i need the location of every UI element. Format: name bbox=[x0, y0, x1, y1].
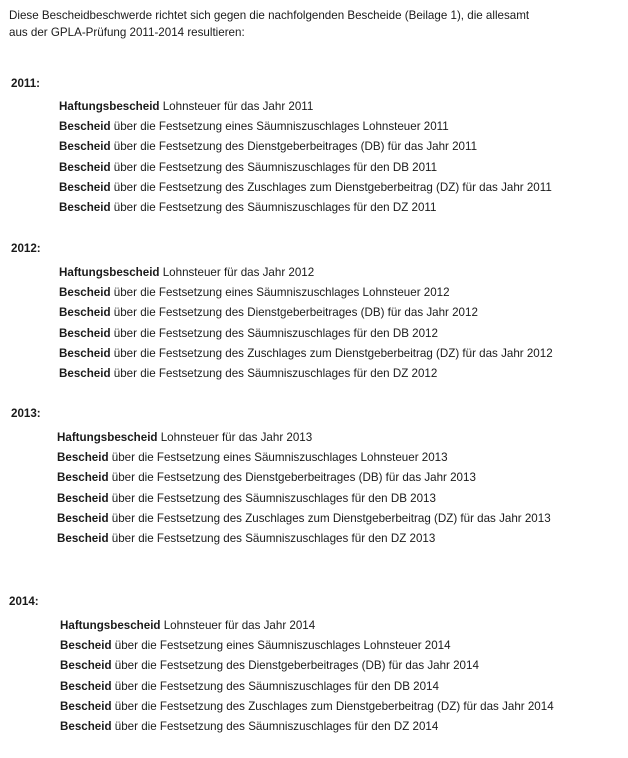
decision-text: über die Festsetzung des Säumniszuschlages für den DZ 2014 bbox=[111, 719, 439, 733]
year-section-2012 bbox=[11, 240, 621, 384]
decision-text: über die Festsetzung des Säumniszuschlages für den DB 2013 bbox=[108, 491, 436, 505]
year-heading: 2011: bbox=[11, 77, 41, 90]
decision-item bbox=[60, 717, 619, 737]
decision-lead: Bescheid bbox=[60, 639, 112, 653]
decision-list bbox=[60, 616, 619, 737]
decision-text: über die Festsetzung des Säumniszuschlages für den DZ 2012 bbox=[110, 366, 438, 380]
decision-item bbox=[59, 158, 621, 178]
decision-text: über die Festsetzung des Säumniszuschlages für den DZ 2011 bbox=[110, 200, 437, 214]
intro-paragraph bbox=[9, 7, 619, 41]
decision-lead: Bescheid bbox=[57, 451, 109, 465]
decision-item bbox=[60, 616, 619, 636]
decision-lead: Haftungsbescheid bbox=[60, 619, 161, 632]
decision-lead: Bescheid bbox=[59, 366, 111, 380]
decision-item bbox=[57, 468, 621, 488]
intro-line: Diese Bescheidbeschwerde richtet sich gegen die nachfolgenden Bescheide (Beilage 1), die allesamt bbox=[9, 9, 530, 22]
decision-item bbox=[59, 324, 621, 344]
decision-lead: Bescheid bbox=[60, 659, 112, 673]
decision-lead: Bescheid bbox=[59, 326, 111, 340]
decision-lead: Bescheid bbox=[59, 140, 111, 154]
decision-lead: Haftungsbescheid bbox=[57, 431, 158, 444]
decision-text: über die Festsetzung des Dienstgeberbeitrages (DB) für das Jahr 2013 bbox=[108, 471, 476, 485]
decision-lead: Bescheid bbox=[59, 180, 111, 194]
decision-text: über die Festsetzung eines Säumniszuschlages Lohnsteuer 2014 bbox=[111, 639, 451, 653]
decision-text: über die Festsetzung des Zuschlages zum Dienstgeberbeitrag (DZ) für das Jahr 2014 bbox=[111, 699, 554, 713]
year-heading: 2014: bbox=[9, 595, 39, 608]
decision-text: Lohnsteuer für das Jahr 2013 bbox=[157, 431, 313, 444]
decision-item bbox=[59, 263, 621, 283]
decision-item bbox=[60, 697, 619, 717]
decision-lead: Bescheid bbox=[57, 511, 109, 525]
intro-line: aus der GPLA-Prüfung 2011-2014 resultieren: bbox=[9, 26, 245, 39]
decision-lead: Bescheid bbox=[59, 346, 111, 360]
decision-item bbox=[60, 636, 619, 656]
decision-text: über die Festsetzung des Zuschlages zum Dienstgeberbeitrag (DZ) für das Jahr 2011 bbox=[110, 180, 552, 194]
decision-item bbox=[59, 117, 621, 137]
year-section-2014 bbox=[9, 593, 619, 737]
decision-lead: Bescheid bbox=[60, 699, 112, 713]
decision-item bbox=[59, 344, 621, 364]
decision-lead: Bescheid bbox=[59, 200, 111, 214]
decision-item bbox=[59, 137, 621, 157]
decision-item bbox=[57, 428, 621, 448]
year-heading: 2012: bbox=[11, 242, 41, 255]
decision-text: über die Festsetzung eines Säumniszuschlages Lohnsteuer 2013 bbox=[108, 451, 448, 465]
decision-lead: Bescheid bbox=[59, 286, 111, 300]
decision-lead: Bescheid bbox=[59, 306, 111, 320]
decision-item bbox=[57, 529, 621, 549]
decision-text: über die Festsetzung des Dienstgeberbeitrages (DB) für das Jahr 2011 bbox=[110, 140, 478, 154]
decision-item bbox=[60, 677, 619, 697]
decision-lead: Bescheid bbox=[57, 531, 109, 545]
decision-text: über die Festsetzung des Zuschlages zum Dienstgeberbeitrag (DZ) für das Jahr 2012 bbox=[110, 346, 553, 360]
decision-item bbox=[59, 364, 621, 384]
decision-item bbox=[59, 303, 621, 323]
decision-lead: Bescheid bbox=[59, 120, 111, 134]
decision-list bbox=[57, 428, 621, 549]
decision-text: Lohnsteuer für das Jahr 2014 bbox=[160, 619, 316, 632]
decision-lead: Bescheid bbox=[60, 719, 112, 733]
decision-lead: Bescheid bbox=[57, 471, 109, 485]
decision-list bbox=[59, 263, 621, 384]
decision-text: über die Festsetzung des Zuschlages zum Dienstgeberbeitrag (DZ) für das Jahr 2013 bbox=[108, 511, 551, 525]
decision-lead: Haftungsbescheid bbox=[59, 266, 160, 279]
decision-text: über die Festsetzung eines Säumniszuschlages Lohnsteuer 2011 bbox=[110, 120, 449, 134]
year-heading: 2013: bbox=[11, 407, 41, 420]
decision-item bbox=[60, 656, 619, 676]
decision-item bbox=[59, 97, 621, 117]
decision-item bbox=[59, 178, 621, 198]
decision-list bbox=[59, 97, 621, 218]
year-section-2011 bbox=[11, 75, 621, 218]
decision-item bbox=[57, 509, 621, 529]
decision-item bbox=[57, 448, 621, 468]
decision-item bbox=[59, 283, 621, 303]
decision-text: Lohnsteuer für das Jahr 2012 bbox=[159, 266, 315, 279]
decision-text: über die Festsetzung des Säumniszuschlages für den DB 2011 bbox=[110, 160, 438, 174]
decision-text: über die Festsetzung des Dienstgeberbeitrages (DB) für das Jahr 2014 bbox=[111, 659, 479, 673]
decision-lead: Haftungsbescheid bbox=[59, 100, 160, 113]
decision-text: über die Festsetzung des Säumniszuschlages für den DZ 2013 bbox=[108, 531, 436, 545]
decision-lead: Bescheid bbox=[57, 491, 109, 505]
decision-text: über die Festsetzung des Säumniszuschlages für den DB 2014 bbox=[111, 679, 439, 693]
decision-lead: Bescheid bbox=[59, 160, 111, 174]
decision-item bbox=[59, 198, 621, 218]
decision-text: Lohnsteuer für das Jahr 2011 bbox=[159, 100, 314, 113]
decision-text: über die Festsetzung des Dienstgeberbeitrages (DB) für das Jahr 2012 bbox=[110, 306, 478, 320]
decision-text: über die Festsetzung eines Säumniszuschlages Lohnsteuer 2012 bbox=[110, 286, 450, 300]
decision-text: über die Festsetzung des Säumniszuschlages für den DB 2012 bbox=[110, 326, 438, 340]
decision-lead: Bescheid bbox=[60, 679, 112, 693]
decision-item bbox=[57, 489, 621, 509]
year-section-2013 bbox=[11, 405, 621, 549]
